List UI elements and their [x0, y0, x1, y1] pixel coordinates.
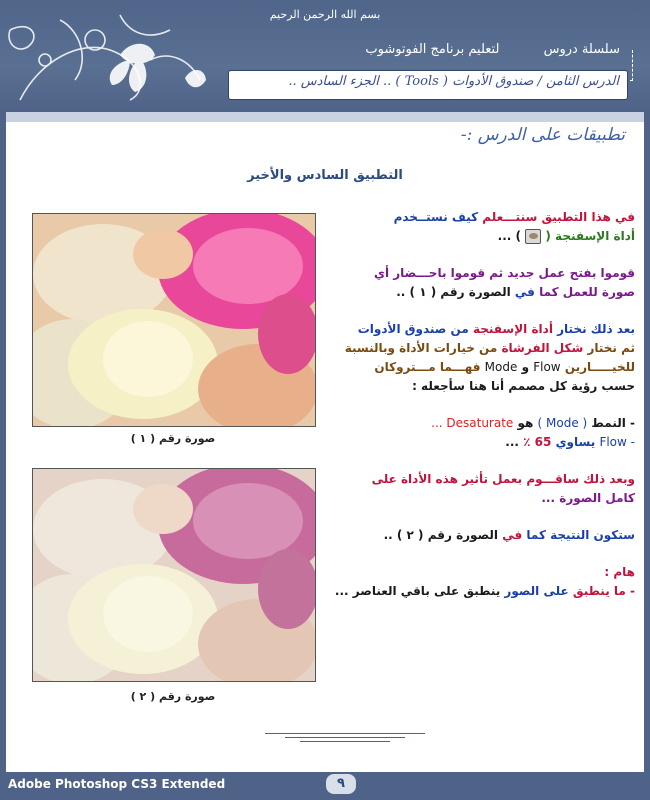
p5-text-d: الصورة رقم ( ٢ ) .. [383, 528, 499, 542]
p5-text-a: ستكون النتيجة [550, 528, 635, 542]
footer-app-name: Adobe Photoshop CS3 Extended [8, 777, 226, 791]
p1-text-b: كيف نستــخدم [393, 210, 479, 224]
note-on: على الصور [504, 584, 569, 598]
p3-text-mode: Mode [484, 360, 518, 374]
meringue-photo-2 [33, 469, 315, 681]
p2-text-d: الصورة رقم ( ١ ) .. [396, 285, 511, 299]
p2-text-a: قوموا بفتح عمل جديد ثم قوموا باحـــضار أي [373, 266, 635, 280]
series-label: سلسلة دروس [543, 42, 620, 57]
footer [0, 772, 650, 800]
p2-text-c: في [514, 285, 535, 299]
p3-text-g: للخيـــــارين [564, 360, 635, 374]
p3-text-k: فهـــما مـــتروكان [374, 360, 481, 374]
application-title: التطبيق السادس والأخير [247, 168, 403, 183]
p1-text-c: أداة الإسفنجة ( [545, 229, 635, 243]
note-title: هام : [604, 565, 635, 579]
mode-value: Desaturate ... [431, 416, 514, 430]
paragraph-1 [330, 208, 635, 246]
settings-list [330, 414, 635, 452]
lesson-content [330, 208, 635, 619]
paragraph-3 [330, 320, 635, 396]
mode-prefix: - النمط [591, 416, 635, 430]
p3-text-a: بعد ذلك نختار [557, 322, 635, 336]
floral-ornament-icon [0, 0, 230, 112]
p1-text-a: في هذا التطبيق سنتـــعلم [482, 210, 635, 224]
p3-text-d: ثم نختار [587, 341, 635, 355]
note-prefix: - ما ينطبق [572, 584, 635, 598]
p3-text-f: من خيارات الأداة وبالنسبة [344, 341, 498, 355]
p3-text-e: شكل الفرشاة [501, 341, 584, 355]
series-title [365, 42, 620, 57]
photo-1 [32, 213, 316, 427]
caption-photo-1: صورة رقم ( ١ ) [130, 432, 216, 445]
divider-strip [6, 112, 644, 122]
flow-suffix: ... [505, 435, 519, 449]
p3-text-c: من صندوق الأدوات [357, 322, 469, 336]
p4-text-a: وبعد ذلك ساقـــوم بعمل تأثير هذه الأداة على [371, 472, 635, 486]
paragraph-4 [330, 470, 635, 508]
p3-text-and: و [521, 360, 530, 374]
meringue-photo-1 [33, 214, 315, 426]
p5-text-c: في [502, 528, 523, 542]
sponge-tool-icon [525, 229, 541, 244]
flow-is: يساوي [555, 435, 596, 449]
photo-2 [32, 468, 316, 682]
section-title: تطبيقات على الدرس :- [460, 125, 625, 145]
p3-text-flow: Flow [533, 360, 561, 374]
p3-text-b: أداة الإسفنجة [472, 322, 553, 336]
note [330, 563, 635, 601]
p1-text-d: ) ... [497, 229, 521, 243]
mode-is: هو [517, 416, 534, 430]
breadcrumb [228, 70, 628, 100]
breadcrumb-text: الدرس الثامن / صندوق الأدوات ( Tools ) .. الجزء السادس .. [288, 74, 619, 89]
mode-label: ( Mode ) [537, 416, 588, 430]
note-rest: ينطبق على باقي العناصر ... [334, 584, 501, 598]
flow-prefix: - Flow [599, 435, 635, 449]
series-topic: لتعليم برنامج الفوتوشوب [365, 42, 500, 57]
caption-photo-2: صورة رقم ( ٢ ) [130, 690, 216, 703]
paragraph-2 [330, 264, 635, 302]
header [0, 0, 650, 112]
p2-text-b: صورة للعمل كما [539, 285, 635, 299]
p4-text-b: كامل الصورة ... [541, 491, 635, 505]
page-number: ٩ [326, 774, 356, 794]
p3-text-l: حسب رؤية كل مصمم أنا هنا سأجعله : [412, 379, 635, 393]
flow-value: 65 ٪ [523, 435, 552, 449]
decorative-lines [265, 733, 425, 745]
paragraph-5 [330, 526, 635, 545]
p5-text-b: كما [526, 528, 546, 542]
bismillah-text: بسم الله الرحمن الرحيم [269, 8, 381, 21]
